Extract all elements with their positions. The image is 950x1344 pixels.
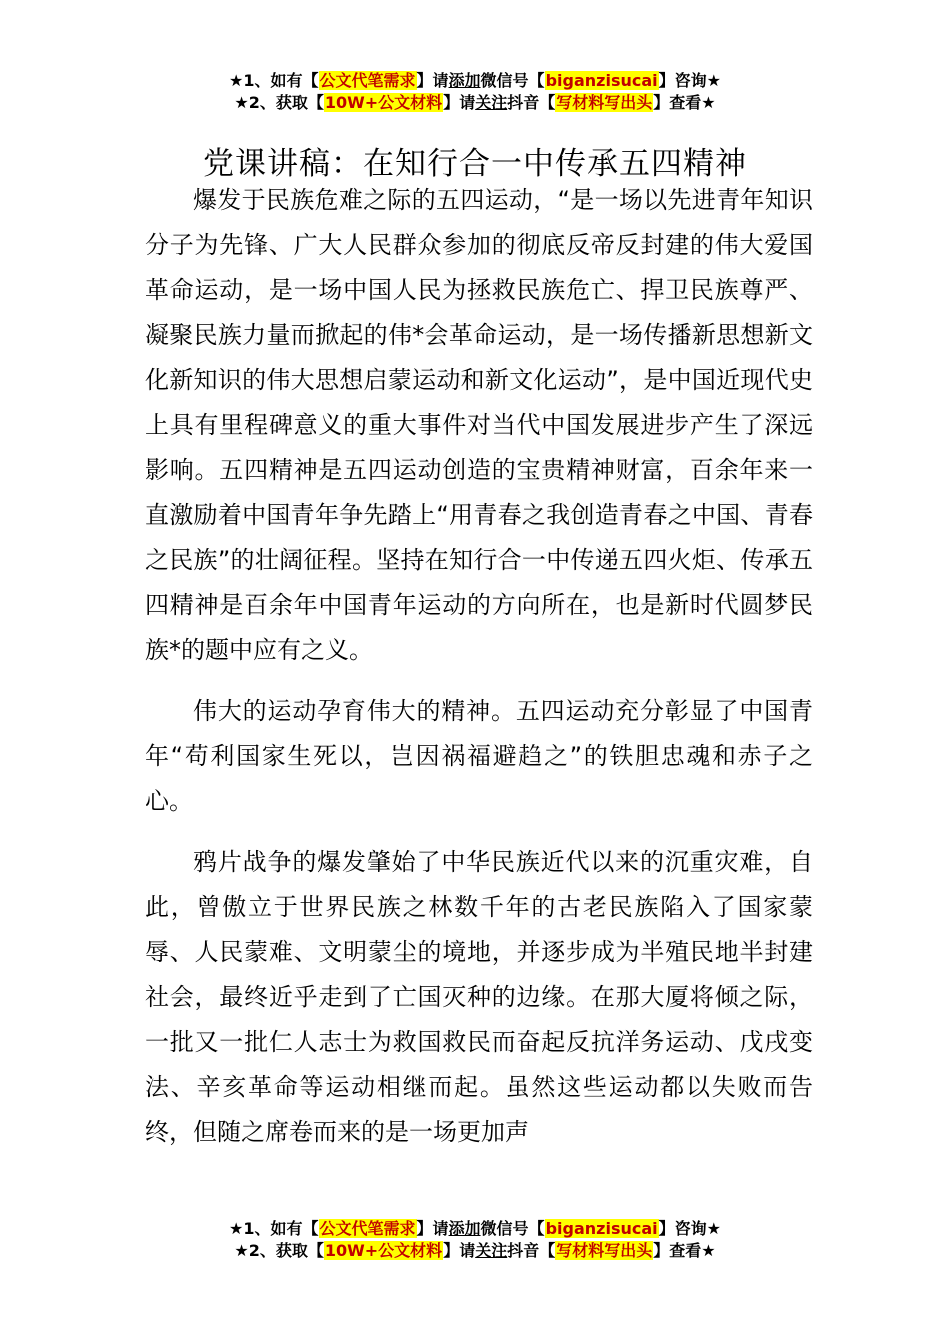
banner-highlight: 10W+公文材料 [324,93,443,112]
paragraph: 伟大的运动孕育伟大的精神。五四运动充分彰显了中国青年“苟利国家生死以，岂因祸福避趋之”的铁胆忠魂和赤子之心。 [145,697,813,815]
paragraph: 爆发于民族危难之际的五四运动，“是一场以先进青年知识分子为先锋、广大人民群众参加的彻底反帝反封建的伟大爱国革命运动，是一场中国人民为拯救民族危亡、捍卫民族尊严、凝聚民族力量而掀起的伟*会革命运动，是一场传播新思想新文化新知识的伟大思想启蒙运动和新文化运动”，是中国近现代史上具有里程碑意义的重大事件对当代中国发展进步产生了深远影响。五四精神是五四运动创造的宝贵精神财富，百余年来一直激励着中国青年争先踏上“用青春之我创造青春之中国、青春之民族”的壮阔征程。坚持在知行合一中传递五四火炬、传承五四精神是百余年中国青年运动的方向所在，也是新时代圆梦民族*的题中应有之义。 [145,186,813,664]
banner-highlight: 10W+公文材料 [324,1241,443,1260]
paragraph: 鸦片战争的爆发肇始了中华民族近代以来的沉重灾难，自此，曾傲立于世界民族之林数千年的古老民族陷入了国家蒙辱、人民蒙难、文明蒙尘的境地，并逐步成为半殖民地半封建社会，最终近乎走到了亡国灭种的边缘。在那大厦将倾之际，一批又一批仁人志士为救国救民而奋起反抗洋务运动、戊戌变法、辛亥革命等运动相继而起。虽然这些运动都以失败而告终，但随之席卷而来的是一场更加声 [145,848,813,1146]
banner-highlight: 公文代笔需求 [319,1219,416,1238]
banner-line-1: ★1、如有【公文代笔需求】请添加微信号【biganzisucai】咨询★ [229,1219,721,1238]
footer-banner [0,1218,950,1262]
document-body [145,178,813,1171]
banner-wechat-id: biganzisucai [545,71,658,90]
banner-highlight: 公文代笔需求 [319,71,416,90]
banner-douyin-id: 写材料写出头 [556,1241,653,1260]
banner-line-2: ★2、获取【10W+公文材料】请关注抖音【写材料写出头】查看★ [234,93,716,112]
banner-wechat-id: biganzisucai [545,1219,658,1238]
header-banner [0,70,950,114]
banner-line-1: ★1、如有【公文代笔需求】请添加微信号【biganzisucai】咨询★ [229,71,721,90]
banner-line-2: ★2、获取【10W+公文材料】请关注抖音【写材料写出头】查看★ [234,1241,716,1260]
page-title: 党课讲稿：在知行合一中传承五四精神 [203,145,747,182]
banner-douyin-id: 写材料写出头 [556,93,653,112]
